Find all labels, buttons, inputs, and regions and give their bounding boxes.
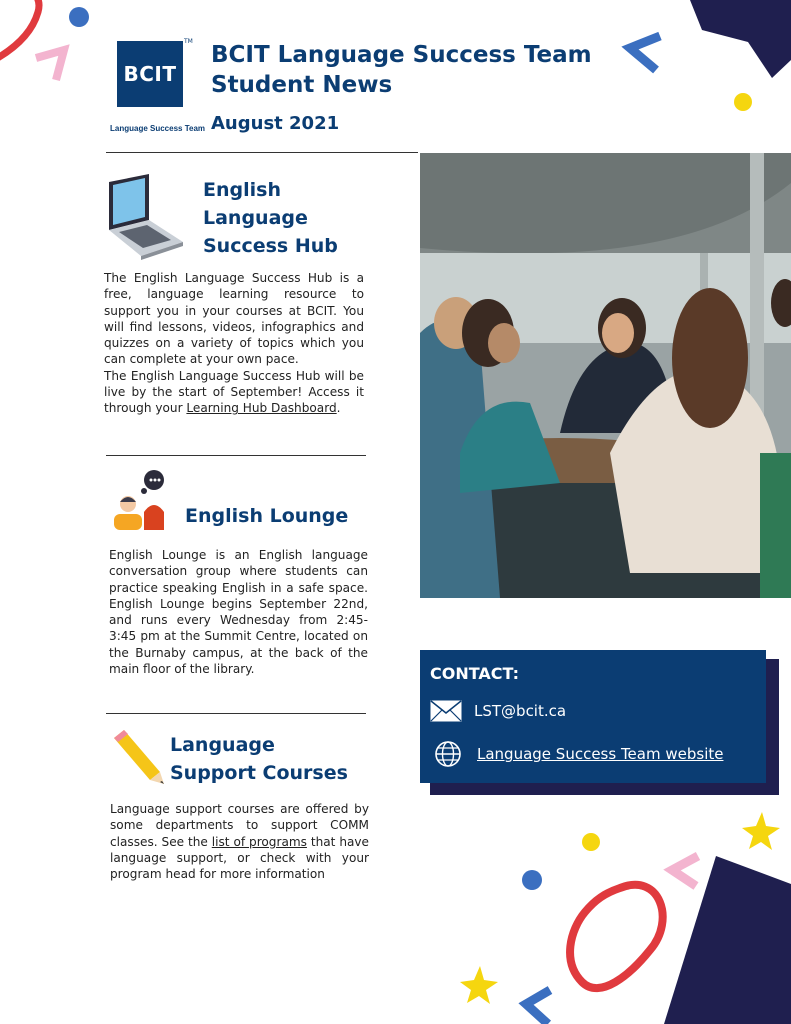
blue-chevron-shape	[630, 36, 660, 70]
hub-paragraph-1: The English Language Success Hub is a free, language learning resource to support you in your courses at BCIT. You will find lessons, videos, infographics and quizzes on a variety of topics which you can complete at your own pace.	[104, 271, 364, 367]
contact-website-row	[434, 740, 723, 768]
title-line-2: Student News	[211, 72, 393, 98]
section-divider	[106, 455, 366, 456]
yellow-star-shape	[742, 812, 780, 850]
logo-text: BCIT	[123, 62, 177, 86]
contact-email[interactable]: LST@bcit.ca	[474, 702, 567, 720]
contact-box	[420, 650, 766, 783]
hub-paragraph-2-text: The English Language Success Hub will be live by the start of September! Access it through your	[104, 368, 364, 416]
logo-trademark: TM	[184, 38, 193, 45]
hub-body	[104, 270, 364, 417]
courses-title-line-2: Support Courses	[170, 762, 348, 784]
laptop-icon	[105, 172, 185, 260]
hub-title	[203, 176, 338, 260]
hub-title-line-1: English	[203, 179, 281, 201]
hub-paragraph-2-end: .	[336, 401, 341, 416]
contact-title: CONTACT:	[430, 664, 519, 683]
learning-hub-dashboard-link[interactable]: Learning Hub Dashboard	[186, 401, 337, 416]
courses-body	[110, 801, 369, 882]
logo-caption: Language Success Team	[110, 124, 205, 133]
title-line-1: BCIT Language Success Team	[211, 42, 592, 68]
red-swirl-shape	[0, 0, 39, 60]
newsletter-date: August 2021	[211, 113, 340, 134]
team-website-link[interactable]: Language Success Team website	[477, 745, 724, 763]
list-of-programs-link[interactable]: list of programs	[211, 834, 307, 849]
yellow-dot-shape	[582, 833, 600, 851]
hub-title-line-2: Language	[203, 207, 308, 229]
section-divider	[106, 713, 366, 714]
navy-star-shape	[690, 0, 791, 78]
courses-title-line-1: Language	[170, 734, 275, 756]
bcit-logo	[117, 41, 183, 107]
red-loop-shape	[570, 885, 663, 988]
hub-title-line-3: Success Hub	[203, 235, 338, 257]
header-divider	[106, 152, 418, 153]
yellow-star-shape	[460, 966, 498, 1004]
lounge-body: English Lounge is an English language conversation group where students can practice speaking English in a safe space. English Lounge begins September 22nd, and runs every Wednesday from 2:45-3:45 pm at the Summit Centre, located on the Burnaby campus, at the back of the main floor of the library.	[109, 548, 368, 677]
blue-dot-shape	[69, 7, 89, 27]
students-photo	[420, 153, 791, 598]
blue-chevron-shape	[526, 990, 550, 1024]
globe-icon	[434, 740, 462, 768]
blue-dot-shape	[522, 870, 542, 890]
pink-chevron-shape	[36, 50, 64, 80]
hub-paragraph-2	[104, 368, 364, 417]
envelope-icon	[430, 700, 462, 722]
courses-title	[170, 731, 348, 787]
pink-chevron-shape	[672, 856, 698, 886]
courses-body-end: that have language support, or check with your program head for more information	[110, 834, 369, 882]
yellow-dot-shape	[734, 93, 752, 111]
courses-body-text: Language support courses are offered by some departments to support COMM classes. See the	[110, 802, 369, 849]
lounge-title: English Lounge	[185, 505, 349, 527]
newsletter-title	[211, 40, 592, 100]
pencil-icon	[108, 728, 168, 788]
contact-email-row	[430, 700, 566, 722]
conversation-icon	[108, 468, 174, 532]
